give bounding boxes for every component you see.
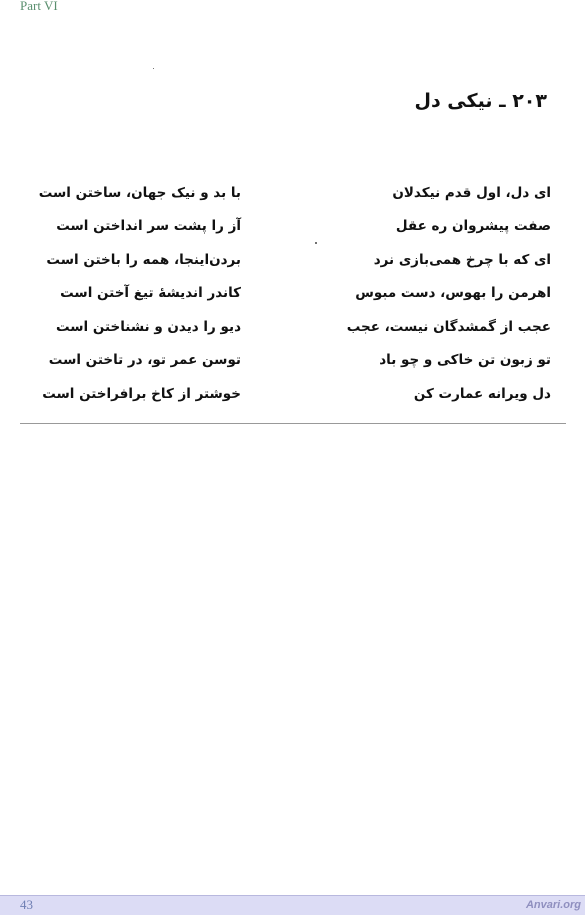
hemistich-first: ای دل، اول قدم نیکدلان [392, 184, 551, 201]
hemistich-first: ای که با چرخ همی‌بازی نرد [373, 251, 551, 268]
couplet [26, 377, 551, 411]
page-number: 43 [20, 897, 33, 912]
hemistich-first: تو زبون تن خاکی و چو باد [379, 352, 551, 369]
part-label: Part VI [20, 0, 58, 13]
hemistich-first: دل ویرانه عمارت کن [413, 385, 551, 402]
couplet [26, 243, 551, 277]
hemistich-first: صفت پیشروان ره عقل [395, 218, 551, 235]
footer-bar [0, 895, 585, 915]
speck-1 [153, 68, 154, 69]
couplet [26, 176, 551, 210]
section-divider [20, 423, 566, 424]
couplet [26, 210, 551, 244]
hemistich-second: با بد و نیک جهان، ساختن است [38, 184, 241, 201]
poem-body [26, 176, 551, 411]
couplet [26, 277, 551, 311]
hemistich-second: آز را پشت سر انداختن است [56, 218, 241, 235]
hemistich-second: بردن‌اینجا، همه را باختن است [46, 251, 241, 268]
hemistich-first: اهرمن را بهوس، دست مبوس [355, 285, 551, 302]
couplet [26, 344, 551, 378]
hemistich-first: عجب از گمشدگان نیست، عجب [346, 318, 551, 335]
hemistich-second: خوشتر از کاخ برافراختن است [42, 385, 241, 402]
hemistich-second: دیو را دیدن و نشناختن است [55, 318, 241, 335]
hemistich-second: کاندر اندیشهٔ تیغ آختن است [60, 285, 241, 302]
watermark-logo[interactable]: Anvari.org [525, 899, 581, 911]
hemistich-second: توسن عمر تو، در تاختن است [48, 352, 241, 369]
couplet [26, 310, 551, 344]
poem-title: ۲۰۳ ـ نیکی دل [414, 90, 547, 112]
